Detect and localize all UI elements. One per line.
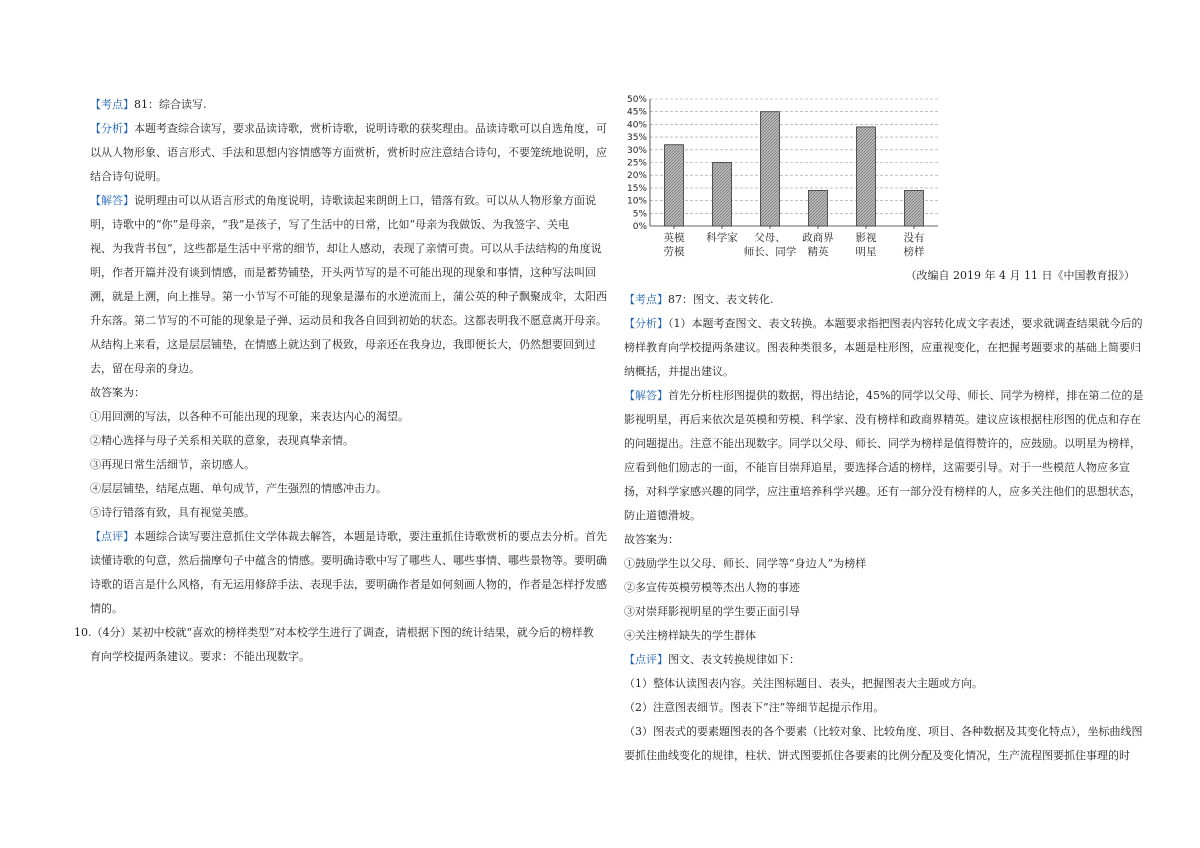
left-jieda-line: 视、为我背书包”，这些都是生活中平常的细节，却让人感动，表现了亲情可贵。可以从手法结构的角度说 bbox=[90, 242, 602, 255]
right-jieda-line: 应看到他们励志的一面，不能盲目崇拜追星，要选择合适的榜样，这需要引导。对于一些模范人物应多宣 bbox=[624, 461, 1130, 474]
y-tick-label: 30% bbox=[626, 145, 647, 156]
question-10-line: 10.（4分）某初中校就“喜欢的榜样类型”对本校学生进行了调查，请根据下图的统计结果，就今后的榜样教 bbox=[74, 626, 594, 639]
x-category-label: 影视 bbox=[855, 232, 877, 244]
y-tick-label: 25% bbox=[626, 158, 647, 169]
x-category-label: 没有 bbox=[903, 232, 925, 244]
right-jieda-line: 扬，对科学家感兴趣的同学，应注重培养科学兴趣。还有一部分没有榜样的人，应多关注他们的思想状态， bbox=[624, 485, 1141, 498]
x-category-label: 精英 bbox=[807, 246, 829, 258]
right-answer-item: ③对崇拜影视明星的学生要正面引导 bbox=[624, 605, 800, 618]
rule-item: （3）图表式的要素題图表的各个要素（比较对象、比较角度、项目、各种数据及其变化特点），坐标曲线图 bbox=[624, 725, 1143, 738]
y-tick-label: 0% bbox=[632, 222, 647, 232]
chart-grid bbox=[650, 99, 938, 229]
right-jieda-line: 防止道德滑坡。 bbox=[624, 509, 701, 522]
bar bbox=[665, 145, 684, 226]
rule-item: （1）整体认读图表内容。关注图标题目、表头，把握图表大主题或方向。 bbox=[624, 677, 983, 690]
bar bbox=[857, 127, 876, 226]
x-category-label: 英模 bbox=[663, 232, 685, 244]
right-answer-item: ①鼓励学生以父母、师长、同学等“身边人”为榜样 bbox=[624, 557, 867, 570]
y-tick-label: 20% bbox=[626, 171, 647, 182]
left-answer-item: ⑤诗行错落有致，具有视觉美感。 bbox=[90, 506, 255, 519]
chart-source: （改编自 2019 年 4 月 11 日《中国教育报》） bbox=[905, 269, 1135, 282]
jieda-tag: 【解答】 bbox=[90, 194, 134, 207]
dianping-tag: 【点评】 bbox=[624, 653, 668, 666]
y-tick-label: 45% bbox=[626, 107, 647, 118]
left-dianping-line: 诗歌的语言是什么风格，有无运用修辞手法、表现手法，要明确作者是如何刻画人物的，作者是怎样抒发感 bbox=[90, 578, 607, 591]
bar bbox=[905, 190, 924, 226]
right-kaodian: 【考点】87：图文、表文转化. bbox=[624, 293, 774, 306]
chart-y-ticks bbox=[627, 95, 647, 232]
dianping-tag: 【点评】 bbox=[90, 530, 134, 543]
x-category-label: 科学家 bbox=[706, 232, 738, 244]
bar-chart bbox=[620, 93, 980, 268]
left-kaodian: 【考点】81：综合读写. bbox=[90, 98, 207, 111]
right-dianping: 【点评】图文、表文转换规律如下： bbox=[624, 653, 800, 666]
left-jieda-line: 升东落。第二节写的不可能的现象是子弹、运动员和我各自回到初始的状态。这都表明我不愿意离开母亲。 bbox=[90, 314, 607, 327]
right-answer-intro: 故答案为： bbox=[624, 533, 679, 546]
bar bbox=[713, 163, 732, 227]
right-fenxi-line: 纳概括，并提出建议。 bbox=[624, 365, 734, 378]
y-tick-label: 10% bbox=[626, 196, 647, 207]
left-dianping-line: 读懂诗歌的句意，然后揣摩句子中蕴含的情感。要明确诗歌中写了哪些人、哪些事情、哪些景物等。要明确 bbox=[90, 554, 607, 567]
y-tick-label: 40% bbox=[626, 120, 647, 131]
rule-item: （2）注意图表细节。图表下“注”等细节起提示作用。 bbox=[624, 701, 885, 714]
fenxi-tag: 【分析】 bbox=[90, 122, 134, 135]
y-tick-label: 15% bbox=[626, 183, 647, 194]
right-fenxi-line: 【分析】（1）本题考查图文、表文转换。本题要求指把图表内容转化成文字表述，要求就调查结果就今后的 bbox=[624, 317, 1143, 330]
left-jieda-line: 去，留在母亲的身边。 bbox=[90, 362, 200, 375]
left-fenxi-line: 结合诗句说明。 bbox=[90, 170, 167, 183]
y-tick-label: 5% bbox=[632, 209, 647, 220]
question-10-line: 育向学校提两条建议。要求：不能出现数字。 bbox=[90, 650, 310, 663]
bar bbox=[809, 190, 828, 226]
right-answer-item: ④关注榜样缺失的学生群体 bbox=[624, 629, 756, 642]
left-answer-item: ①用回溯的写法，以各种不可能出现的现象，来表达内心的渴望。 bbox=[90, 410, 409, 423]
left-fenxi-line: 以从人物形象、语言形式、手法和思想内容情感等方面赏析，赏析时应注意结合诗句，不要笼统地说明，应 bbox=[90, 146, 607, 159]
right-fenxi-line: 榜样教育向学校提两条建议。图表种类很多，本题是柱形图，应重视变化，在把握考题要求的基础上简要归 bbox=[624, 341, 1141, 354]
left-answer-intro: 故答案为： bbox=[90, 386, 145, 399]
jieda-tag: 【解答】 bbox=[624, 389, 668, 402]
left-dianping-line: 情的。 bbox=[90, 602, 123, 615]
left-jieda-line: 【解答】说明理由可以从语言形式的角度说明，诗歌读起来朗朗上口，错落有致。可以从人物形象方面说 bbox=[90, 194, 596, 207]
fenxi-tag: 【分析】 bbox=[624, 317, 668, 330]
bar bbox=[761, 112, 780, 226]
x-category-label: 榜样 bbox=[903, 246, 925, 258]
left-jieda-line: 明，诗歌中的“你”是母亲，“我”是孩子，写了生活中的日常，比如“母亲为我做饭、为我签字、关电 bbox=[90, 218, 570, 231]
left-jieda-line: 明，作者开篇并没有谈到情感，而是蓄势铺垫，开头两节写的是不可能出现的现象和事情，这种写法叫回 bbox=[90, 266, 596, 279]
x-category-label: 父母、 bbox=[754, 232, 786, 244]
x-category-label: 明星 bbox=[855, 246, 877, 258]
left-answer-item: ④层层铺垫，结尾点题、单句成节，产生强烈的情感冲击力。 bbox=[90, 482, 387, 495]
chart-x-labels bbox=[664, 231, 925, 258]
x-category-label: 师长、同学 bbox=[743, 246, 797, 258]
right-jieda-line: 【解答】首先分析柱形图提供的数据，得出结论，45%的同学以父母、师长、同学为榜样，排在第二位的是 bbox=[624, 389, 1144, 402]
x-category-label: 劳模 bbox=[663, 246, 685, 258]
left-answer-item: ②精心选择与母子关系相关联的意象，表现真挚亲情。 bbox=[90, 434, 354, 447]
left-answer-item: ③再现日常生活细节，亲切感人。 bbox=[90, 458, 255, 471]
x-category-label: 政商界 bbox=[802, 232, 834, 244]
right-jieda-line: 的问题提出。注意不能出现数字。同学以父母、师长、同学为榜样是值得赞许的，应鼓励。以明星为榜样， bbox=[624, 437, 1141, 450]
right-answer-item: ②多宣传英模劳模等杰出人物的事迹 bbox=[624, 581, 800, 594]
left-jieda-line: 从结构上来看，这是层层铺垫，在情感上就达到了极致，母亲还在我身边，我即便长大，仍然想要回到过 bbox=[90, 338, 596, 351]
left-dianping-line: 【点评】本题综合读写要注意抓住文学体裁去解答，本题是诗歌，要注重抓住诗歌赏析的要点去分析。首先 bbox=[90, 530, 607, 543]
y-tick-label: 50% bbox=[626, 95, 647, 105]
rule-item: 要抓住曲线变化的规律，柱状、饼式图要抓住各要素的比例分配及变化情况，生产流程图要抓住事理的时 bbox=[624, 749, 1130, 762]
y-tick-label: 35% bbox=[626, 133, 647, 144]
left-jieda-line: 溯，就是上溯，向上推导。第一小节写不可能的现象是瀑布的水逆流而上，蒲公英的种子飘聚成伞，太阳西 bbox=[90, 290, 607, 303]
right-jieda-line: 影视明星，再后来依次是英模和劳模、科学家、没有榜样和政商界精英。建议应该根据柱形图的优点和存在 bbox=[624, 413, 1141, 426]
left-fenxi-line: 【分析】本题考查综合读写，要求品读诗歌，赏析诗歌，说明诗歌的获奖理由。品读诗歌可以自选角度，可 bbox=[90, 122, 607, 135]
kaodian-tag: 【考点】 bbox=[90, 98, 134, 111]
question-number: 10. bbox=[74, 626, 92, 639]
chart-bars bbox=[665, 112, 924, 226]
kaodian-tag: 【考点】 bbox=[624, 293, 668, 306]
